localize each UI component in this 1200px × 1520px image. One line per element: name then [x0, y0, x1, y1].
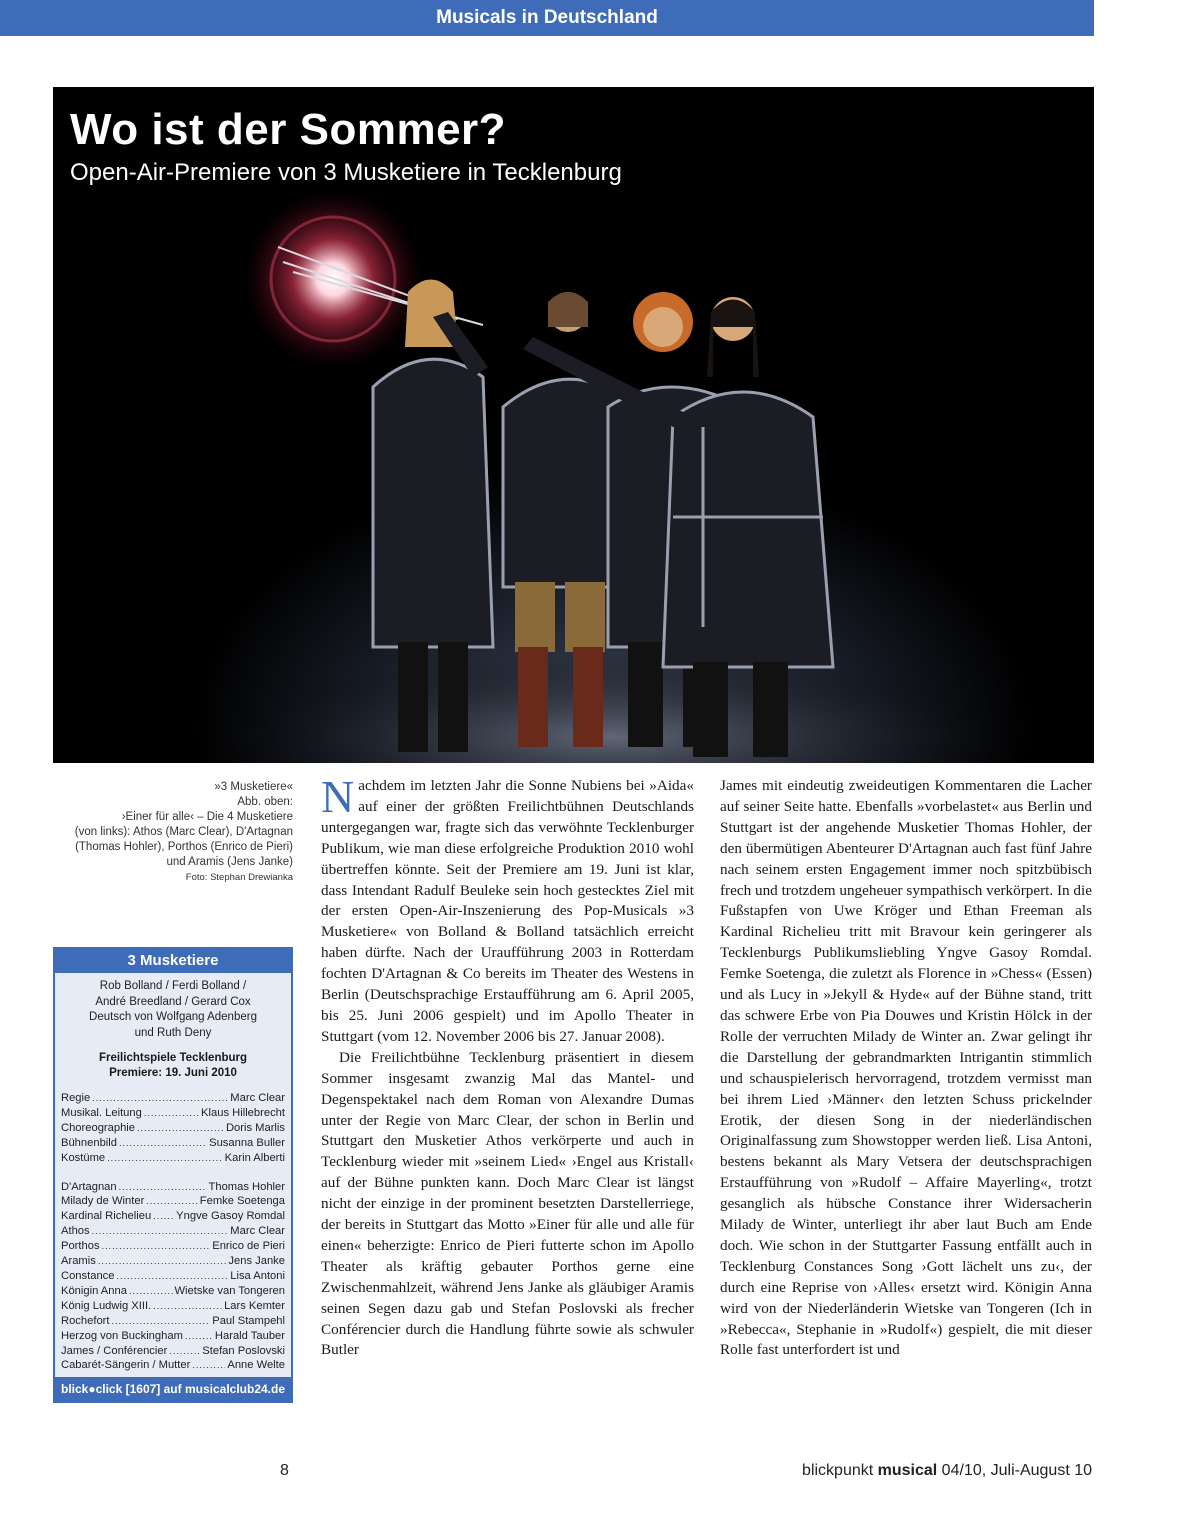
person-name: Wietske van Tongeren	[174, 1284, 285, 1297]
infobox-title: 3 Musketiere	[55, 949, 291, 973]
person-name: Marc Clear	[230, 1092, 285, 1104]
leader-dots	[144, 1106, 199, 1121]
caption-line: ›Einer für alle‹ – Die 4 Musketiere	[121, 811, 293, 823]
production-infobox	[53, 947, 293, 1403]
role-label: Athos	[61, 1225, 90, 1238]
page-number: 8	[280, 1462, 289, 1479]
crew-list	[61, 1091, 285, 1166]
hero-photo	[53, 87, 1094, 763]
role-label: Bühnenbild	[61, 1136, 117, 1149]
article-paragraph: Die Freilichtbühne Tecklenburg präsentiert in diesem Sommer insgesamt zwanzig Mal das Mantel- und Degenspektakel nach dem Roman von Alexandre Dumas unter der Regie von Marc Clear, der schon in Berlin und Stuttgart den Musketier Athos verkörperte und auch in Tecklenburg wieder mit »seinem Lied« ›Engel aus Kristall‹ auf der Bühne punkten kann. Doch Marc Clear ist längst nicht der einzige in der prominent besetzten Darstellerriege, der bereits in Stuttgart das Motto »Einer für alle und alle für einen« beherzigte: Enrico de Pieri futterte schon im Apollo Theater als kräftig gebauter Porthos gerne eine Zwischenmahlzeit, während Jens Janke als gläubiger Aramis seinen Segen dazu gab und Stefan Poslovski als frecher Conférencier durch die Handlung führte sowie als schwuler Butler	[321, 1048, 694, 1359]
role-label: Choreographie	[61, 1121, 136, 1134]
person-name: Klaus Hillebrecht	[201, 1106, 285, 1119]
infobox-venue	[55, 1051, 291, 1081]
person-name: Karin Alberti	[224, 1151, 285, 1164]
person-name: Anne Welte	[227, 1359, 285, 1372]
role-label: James / Conférencier	[61, 1344, 168, 1357]
credit-row	[61, 1106, 285, 1121]
role-label: Regie	[61, 1092, 91, 1104]
leader-dots	[146, 1194, 197, 1209]
credit-row	[61, 1224, 285, 1239]
leader-dots	[153, 1299, 222, 1314]
article-paragraph: James mit eindeutig zweideutigen Kommentaren die Lacher auf seiner Seite hatte. Ebenfalls »vorbelastet« aus Berlin und Stuttgart ist der angehende Musketier Thomas Hohler, der den übermütigen Abenteurer D'Artagnan auch fast fünf Jahre nach seinem ersten Engagement immer noch spitzbübisch frech und trotzdem ungeheuer sympathisch verkörpert. In die Fußstapfen von Uwe Kröger und Ethan Freeman als Kardinal Richelieu tritt mit Bravour kein geringerer als Tecklenburgs Publikumsliebling Yngve Gasoy Romdal. Femke Soetenga, die zuletzt als Florence in »Chess« (Essen) und als Lucy in »Jekyll & Hyde« auf der Bühne stand, tritt das schwere Erbe von Pia Douwes und Kristin Hölck in der Rolle der verruchten Milady de Winter an. Zwar gelingt ihr die Darstellung der gebrandmarkten Intrigantin stimmlich und schauspielerisch hervorragend, trotzdem vermisst man bei ihrem Lied ›Männer‹ den letzten Schuss prickelnder Erotik, der diesen Song in der niederländischen Originalfassung zum Showstopper werden ließ. Lisa Antoni, bestens bekannt als Mary Vetsera der deutschsprachigen Erstaufführung von »Rudolf – Affaire Mayerling«, trotzt gesanglich als hübsche Constance ihrer Widersacherin Milady de Winter, unterliegt ihr aber laut Buch am Ende doch. Wie schon in der Stuttgarter Fassung entfällt auch in Tecklenburg Constances Song ›Gott lächelt uns zu‹, der durch eine Reprise von ›Alles‹ ersetzt wird. Königin Anna wird von der Niederländerin Wietske van Tongeren (Ich in »Rebecca«, Stephanie in »Rudolf«) gespielt, die mit dieser Rolle fast unterfordert ist und	[720, 777, 1092, 1359]
leader-dots	[185, 1329, 213, 1344]
section-header	[0, 0, 1094, 36]
venue-name: Freilichtspiele Tecklenburg	[98, 1052, 248, 1064]
infobox-authors	[55, 979, 291, 1041]
author-line: Rob Bolland / Ferdi Bolland /	[99, 980, 247, 992]
leader-dots	[119, 1180, 207, 1195]
person-name: Marc Clear	[230, 1225, 285, 1238]
leader-dots	[129, 1284, 173, 1299]
role-label: Musikal. Leitung	[61, 1106, 142, 1119]
article-title: Wo ist der Sommer?	[70, 105, 507, 154]
person-name: Lisa Antoni	[230, 1269, 285, 1282]
leader-dots	[102, 1239, 211, 1254]
article-paragraph: achdem im letzten Jahr die Sonne Nubiens bei »Aida« auf einer der größten Freilichtbühnen Deutschlands untergegangen war, fragte sich das verwöhnte Tecklenburger Publikum, wie man diese erfolgreiche Produktion 2010 wohl übertreffen könnte. Seit der Premiere am 19. Juni ist klar, dass Intendant Radulf Beuleke sein hoch gestecktes Ziel mit der ersten Open-Air-Inszenierung des Pop-Musicals »3 Musketiere« von Bolland & Bolland tatsächlich erreicht haben dürfte. Nach der Uraufführung 2003 in Rotterdam fochten D'Artagnan & Co bereits im Theater des Westens in Berlin (Deutschsprachige Erstaufführung am 6. April 2005, bis 25. Juni 2006 gespielt) und im Apollo Theater in Stuttgart (vom 12. November 2006 bis 27. Januar 2008).	[321, 777, 694, 1045]
article-subtitle: Open-Air-Premiere von 3 Musketiere in Tecklenburg	[70, 159, 622, 186]
author-line: André Breedland / Gerard Cox	[95, 995, 251, 1008]
cast-list	[61, 1180, 285, 1374]
credit-row	[61, 1136, 285, 1151]
section-title: Musicals in Deutschland	[436, 7, 658, 28]
person-name: Thomas Hohler	[208, 1180, 285, 1193]
role-label: Milady de Winter	[61, 1195, 145, 1208]
leader-dots	[192, 1358, 225, 1373]
person-name: Paul Stampehl	[212, 1314, 285, 1327]
credit-row	[61, 1284, 285, 1299]
person-name: Doris Marlis	[225, 1121, 285, 1134]
blickclick-link[interactable]: blick●click [1607] auf musicalclub24.de	[55, 1377, 291, 1401]
person-name: Yngve Gasoy Romdal	[176, 1210, 285, 1223]
role-label: Porthos	[61, 1240, 100, 1253]
person-name: Harald Tauber	[214, 1329, 285, 1342]
role-label: Kostüme	[61, 1151, 106, 1164]
credit-row	[61, 1194, 285, 1209]
caption-line: und Aramis (Jens Janke)	[166, 856, 293, 868]
magazine-name-bold: musical	[877, 1462, 938, 1479]
leader-dots	[107, 1151, 223, 1166]
credit-row	[61, 1151, 285, 1166]
credit-row	[61, 1344, 285, 1359]
leader-dots	[92, 1091, 228, 1106]
credit-row	[61, 1314, 285, 1329]
issue-date: 04/10, Juli-August 10	[937, 1462, 1092, 1479]
leader-dots	[153, 1209, 174, 1224]
magazine-issue	[802, 1462, 1092, 1480]
drop-cap: N	[321, 771, 355, 822]
role-label: D'Artagnan	[61, 1180, 117, 1193]
author-line: und Ruth Deny	[134, 1026, 212, 1039]
role-label: König Ludwig XIII.	[61, 1299, 152, 1312]
person-name: Enrico de Pieri	[212, 1240, 285, 1253]
leader-dots	[137, 1121, 224, 1136]
person-name: Lars Kemter	[224, 1299, 285, 1312]
person-name: Stefan Poslovski	[202, 1344, 285, 1357]
leader-dots	[117, 1269, 229, 1284]
leader-dots	[98, 1254, 227, 1269]
credit-row	[61, 1254, 285, 1269]
credit-row	[61, 1358, 285, 1373]
role-label: Kardinal Richelieu	[61, 1210, 152, 1223]
role-label: Constance	[61, 1269, 115, 1282]
leader-dots	[119, 1136, 207, 1151]
credit-row	[61, 1269, 285, 1284]
credit-row	[61, 1209, 285, 1224]
role-label: Aramis	[61, 1255, 96, 1268]
caption-line: »3 Musketiere«	[214, 781, 293, 793]
credit-row	[61, 1180, 285, 1195]
premiere-date: Premiere: 19. Juni 2010	[109, 1067, 237, 1079]
credit-row	[61, 1091, 285, 1106]
credit-row	[61, 1299, 285, 1314]
leader-dots	[112, 1314, 211, 1329]
caption-line: (Thomas Hohler), Porthos (Enrico de Pieri)	[75, 841, 293, 853]
author-line: Deutsch von Wolfgang Adenberg	[89, 1011, 257, 1023]
article-column-1	[321, 771, 694, 1361]
person-name: Jens Janke	[228, 1255, 285, 1268]
role-label: Königin Anna	[61, 1284, 127, 1297]
person-name: Susanna Buller	[209, 1136, 285, 1149]
article-column-2	[720, 776, 1092, 1361]
role-label: Cabarét-Sängerin / Mutter	[61, 1359, 191, 1372]
person-name: Femke Soetenga	[199, 1195, 285, 1208]
leader-dots	[92, 1224, 229, 1239]
caption-line: Abb. oben:	[237, 796, 293, 808]
credit-row	[61, 1239, 285, 1254]
credit-row	[61, 1121, 285, 1136]
caption-line: (von links): Athos (Marc Clear), D'Artagnan	[74, 826, 293, 838]
credit-row	[61, 1329, 285, 1344]
leader-dots	[169, 1344, 200, 1359]
photo-credit: Foto: Stephan Drewianka	[185, 872, 293, 883]
musketeers-illustration	[53, 87, 1094, 763]
role-label: Rochefort	[61, 1314, 110, 1327]
photo-caption	[53, 780, 293, 885]
role-label: Herzog von Buckingham	[61, 1329, 183, 1342]
magazine-name: blickpunkt	[802, 1462, 878, 1479]
